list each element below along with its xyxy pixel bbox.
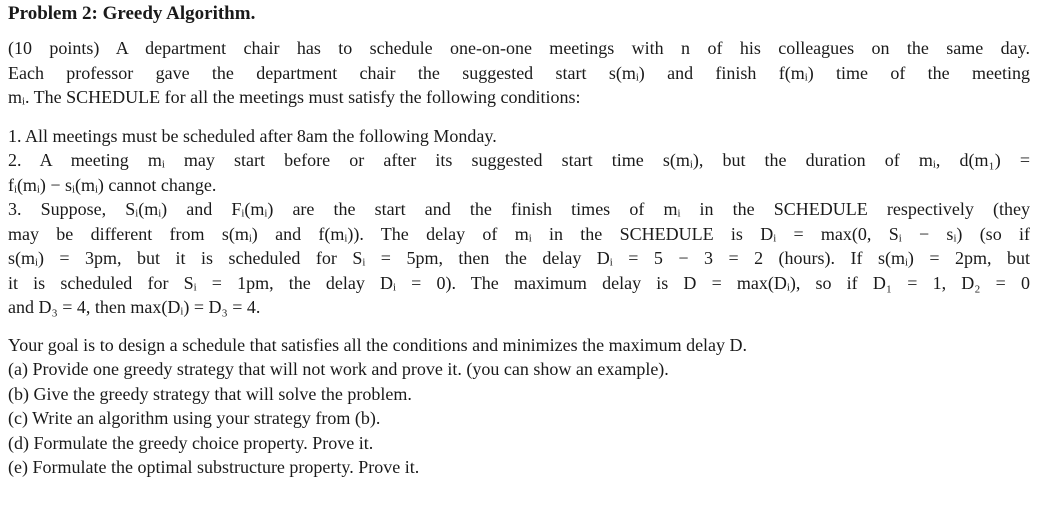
condition-line: fᵢ(mᵢ) − sᵢ(mᵢ) cannot change. [8, 174, 217, 195]
goal-and-tasks [8, 333, 1030, 480]
condition-line: s(mᵢ) = 3pm, but it is scheduled for Sᵢ = 5pm, then the delay Dᵢ = 5 − 3 = 2 (hours). If s(mᵢ) = 2pm, but [8, 248, 1030, 268]
task-item: (c) Write an algorithm using your strategy from (b). [8, 408, 381, 428]
condition-line: 1. All meetings must be scheduled after 8am the following Monday. [8, 125, 497, 146]
paragraph-gap [8, 110, 1030, 124]
task-item: (d) Formulate the greedy choice property. Prove it. [8, 432, 374, 453]
condition-line: 2. A meeting mᵢ may start before or after its suggested start time s(mᵢ), but the duration of mᵢ, d(m₁) = [8, 150, 1030, 170]
task-item: (b) Give the greedy strategy that will solve the problem. [8, 383, 412, 404]
condition-line: and D₃ = 4, then max(Dᵢ) = D₃ = 4. [8, 297, 261, 317]
goal-statement: Your goal is to design a schedule that satisfies all the conditions and minimizes the maximum delay D. [8, 334, 748, 355]
condition-line: may be different from s(mᵢ) and f(mᵢ)). The delay of mᵢ in the SCHEDULE is Dᵢ = max(0, Sᵢ − sᵢ) (so if [8, 223, 1030, 244]
intro-line: Each professor gave the department chair the suggested start s(mᵢ) and finish f(mᵢ) time of the meeting [8, 62, 1030, 83]
task-item: (e) Formulate the optimal substructure property. Prove it. [8, 457, 420, 477]
intro-paragraph [8, 36, 1030, 110]
condition-line: it is scheduled for Sᵢ = 1pm, the delay Dᵢ = 0). The maximum delay is D = max(Dᵢ), so if D₁ = 1, D₂ = 0 [8, 272, 1030, 293]
problem-title: Problem 2: Greedy Algorithm. [8, 3, 256, 24]
paragraph-gap [8, 320, 1030, 333]
problem-document [8, 2, 1030, 480]
task-item: (a) Provide one greedy strategy that will not work and prove it. (you can show an example). [8, 359, 669, 379]
conditions-list [8, 124, 1030, 320]
intro-line: (10 points) A department chair has to schedule one-on-one meetings with n of his colleagues on the same day. [8, 38, 1030, 58]
intro-line: mᵢ. The SCHEDULE for all the meetings must satisfy the following conditions: [8, 87, 581, 107]
condition-line: 3. Suppose, Sᵢ(mᵢ) and Fᵢ(mᵢ) are the start and the finish times of mᵢ in the SCHEDULE respectively (they [8, 199, 1030, 219]
